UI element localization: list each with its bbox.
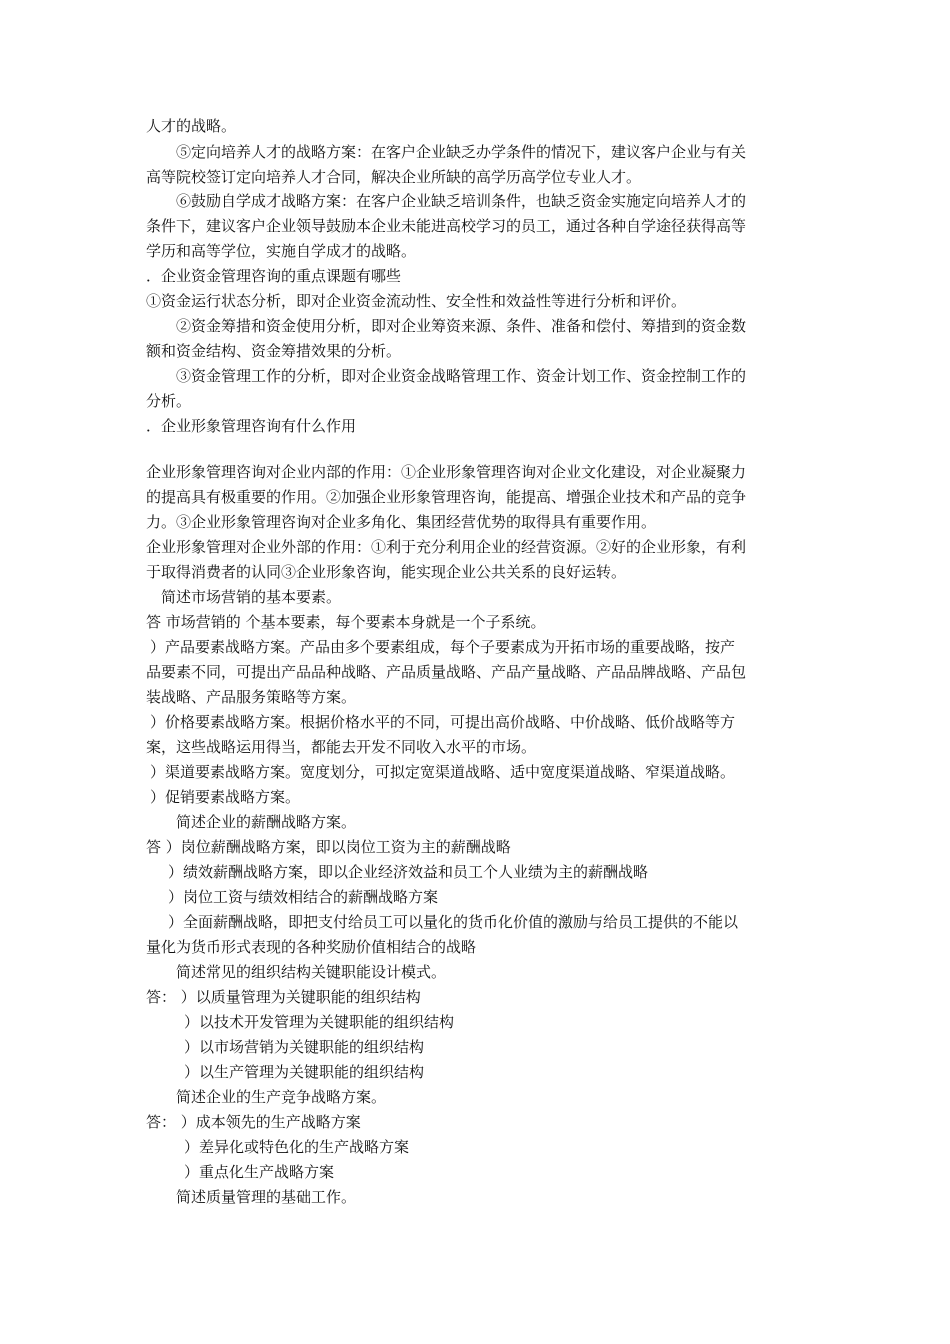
question-heading: 简述常见的组织结构关键职能设计模式。 — [176, 963, 447, 981]
text-line: 案，这些战略运用得当，都能去开发不同收入水平的市场。 — [146, 738, 537, 756]
text-line: ②资金筹措和资金使用分析，即对企业筹资来源、条件、准备和偿付、筹措到的资金数 — [176, 317, 747, 335]
text-line: 人才的战略。 — [146, 117, 237, 135]
text-line: 力。③企业形象管理咨询对企业多角化、集团经营优势的取得具有重要作用。 — [146, 513, 657, 531]
text-line: 条件下，建议客户企业领导鼓励本企业未能进高校学习的员工，通过各种自学途径获得高等 — [146, 217, 747, 235]
text-line: 学历和高等学位，实施自学成才的战略。 — [146, 242, 417, 260]
text-line: 企业形象管理对企业外部的作用：①利于充分利用企业的经营资源。②好的企业形象，有利 — [146, 538, 747, 556]
text-line: ）渠道要素战略方案。宽度划分，可拟定宽渠道战略、适中宽度渠道战略、窄渠道战略。 — [150, 763, 736, 781]
text-line: 答： ）以质量管理为关键职能的组织结构 — [146, 988, 421, 1006]
text-line: ）以市场营销为关键职能的组织结构 — [184, 1038, 425, 1056]
section-heading: ．企业形象管理咨询有什么作用 — [146, 417, 357, 435]
question-heading: 简述企业的薪酬战略方案。 — [176, 813, 357, 831]
text-line: 高等院校签订定向培养人才合同，解决企业所缺的高学历高学位专业人才。 — [146, 168, 642, 186]
text-line: ⑥鼓励自学成才战略方案：在客户企业缺乏培训条件，也缺乏资金实施定向培养人才的 — [176, 192, 747, 210]
text-line: 于取得消费者的认同③企业形象咨询，能实现企业公共关系的良好运转。 — [146, 563, 627, 581]
text-line: ）价格要素战略方案。根据价格水平的不同，可提出高价战略、中价战略、低价战略等方 — [150, 713, 736, 731]
section-heading: ．企业资金管理咨询的重点课题有哪些 — [146, 267, 402, 285]
text-line: 的提高具有极重要的作用。②加强企业形象管理咨询，能提高、增强企业技术和产品的竞争 — [146, 488, 747, 506]
text-line: 答： ）成本领先的生产战略方案 — [146, 1113, 361, 1131]
text-line: 分析。 — [146, 392, 192, 410]
text-line: 品要素不同，可提出产品品种战略、产品质量战略、产品产量战略、产品品牌战略、产品包 — [146, 663, 747, 681]
question-heading: 简述市场营销的基本要素。 — [161, 588, 342, 606]
question-heading: 简述质量管理的基础工作。 — [176, 1188, 357, 1206]
text-line: ）以生产管理为关键职能的组织结构 — [184, 1063, 425, 1081]
text-line: ）促销要素战略方案。 — [150, 788, 301, 806]
text-line: ⑤定向培养人才的战略方案：在客户企业缺乏办学条件的情况下，建议客户企业与有关 — [176, 143, 747, 161]
text-line: 额和资金结构、资金筹措效果的分析。 — [146, 342, 402, 360]
text-line: ）岗位工资与绩效相结合的薪酬战略方案 — [168, 888, 439, 906]
text-line: 答 ）岗位薪酬战略方案，即以岗位工资为主的薪酬战略 — [146, 838, 511, 856]
text-line: ）绩效薪酬战略方案，即以企业经济效益和员工个人业绩为主的薪酬战略 — [168, 863, 649, 881]
text-line: ①资金运行状态分析，即对企业资金流动性、安全性和效益性等进行分析和评价。 — [146, 292, 687, 310]
text-line: 装战略、产品服务策略等方案。 — [146, 688, 357, 706]
text-line: ）差异化或特色化的生产战略方案 — [184, 1138, 410, 1156]
text-line: ）重点化生产战略方案 — [184, 1163, 335, 1181]
question-heading: 简述企业的生产竞争战略方案。 — [176, 1088, 387, 1106]
text-line: ）产品要素战略方案。产品由多个要素组成，每个子要素成为开拓市场的重要战略，按产 — [150, 638, 736, 656]
text-line: ）以技术开发管理为关键职能的组织结构 — [184, 1013, 455, 1031]
text-line: 答 市场营销的 个基本要素，每个要素本身就是一个子系统。 — [146, 613, 546, 631]
text-line: 量化为货币形式表现的各种奖励价值相结合的战略 — [146, 938, 477, 956]
text-line: 企业形象管理咨询对企业内部的作用：①企业形象管理咨询对企业文化建设，对企业凝聚力 — [146, 463, 747, 481]
text-line: ③资金管理工作的分析，即对企业资金战略管理工作、资金计划工作、资金控制工作的 — [176, 367, 747, 385]
text-line: ）全面薪酬战略，即把支付给员工可以量化的货币化价值的激励与给员工提供的不能以 — [168, 913, 739, 931]
